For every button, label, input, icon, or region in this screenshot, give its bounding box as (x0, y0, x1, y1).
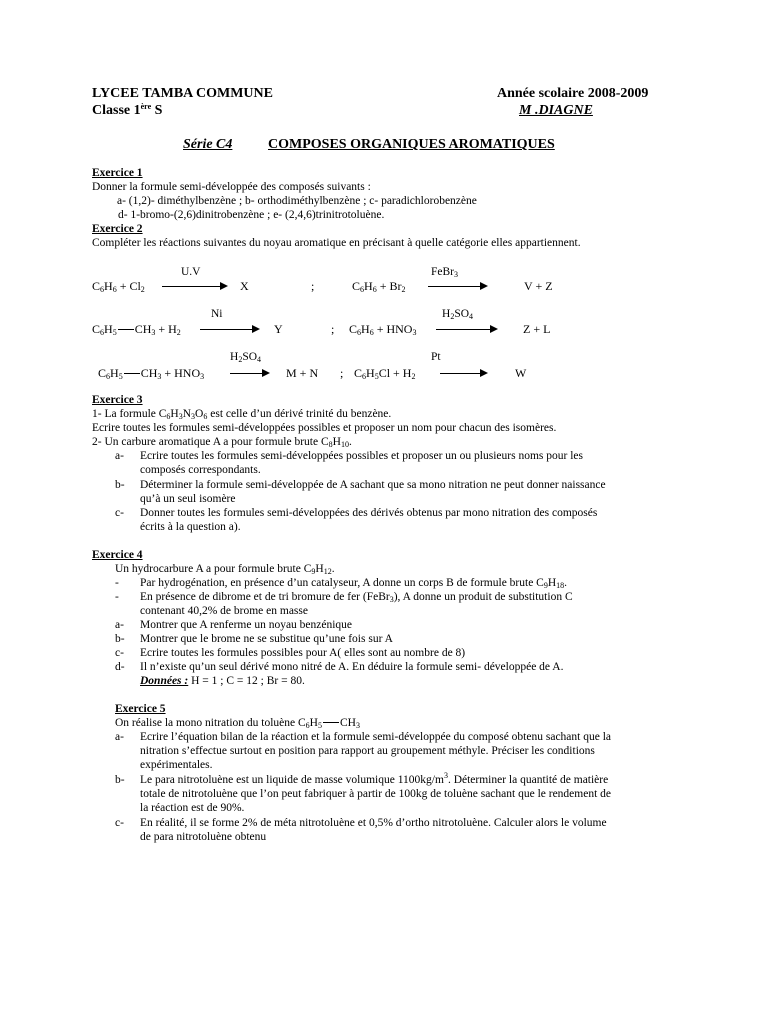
exercise-5-item-b-cont: totale de nitrotoluène que l’on peut fabriquer à partir de 100kg de toluène sachant que le rendement de (140, 788, 612, 800)
reaction-6-product: W (515, 366, 527, 380)
reaction-2-condition: FeBr$_3$ (431, 266, 458, 279)
series-label: Série C4 (183, 137, 233, 152)
exercise-4-data: Données : H = 1 ; C = 12 ; Br = 80. (140, 675, 305, 687)
reaction-3-product: Y (274, 322, 283, 336)
exercise-5-item-b: Le para nitrotoluène est un liquide de masse volumique $1100kg/m^3$. Déterminer la quantité de matière (140, 771, 609, 786)
item-label: b- (115, 633, 125, 645)
exercise-5-item-a-cont: nitration s’effectue surtout en position para rapport au groupement méthyle. Préciser les conditions (140, 745, 595, 757)
page-title: COMPOSES ORGANIQUES AROMATIQUES (268, 137, 555, 152)
exercise-3-item-b: Déterminer la formule semi-développée de A sachant que sa mono nitration ne peut donner naissance (140, 479, 606, 491)
exercise-4-dash-2: En présence de dibrome et de tri bromure de fer (FeBr$_3$), A donne un produit de substitution C (140, 591, 573, 604)
exercise-3-item-a-cont: composés correspondants. (140, 464, 261, 476)
reaction-1-reactants: $C_6H_6 + Cl_2$ (92, 279, 145, 294)
exercise-4-item-c: Ecrire toutes les formules possibles pour A( elles sont au nombre de 8) (140, 647, 466, 659)
item-label: d- (115, 661, 125, 673)
exercise-1-title: Exercice 1 (92, 167, 143, 179)
single-bond (118, 329, 134, 330)
reaction-6-reactants: $C_6H_5Cl + H_2$ (354, 366, 416, 381)
reaction-5-product: M + N (286, 366, 319, 380)
exercise-2-intro: Compléter les réactions suivantes du noyau aromatique en précisant à quelle catégorie elles appartiennent. (92, 237, 581, 249)
reaction-3-reactants: $C_6H_5$ $CH_3 + H_2$ (92, 322, 181, 337)
reaction-1-arrow (162, 286, 226, 287)
reaction-5-arrow (230, 373, 268, 374)
reaction-separator: ; (340, 366, 344, 380)
reaction-6-condition: Pt (431, 351, 441, 363)
reaction-4-product: Z + L (523, 322, 551, 336)
reaction-2-arrow (428, 286, 486, 287)
exercise-3-title: Exercice 3 (92, 394, 143, 406)
item-label: c- (115, 507, 124, 519)
reaction-1-condition: U.V (181, 266, 201, 278)
exercise-3-item-c-cont: écrits à la question a). (140, 521, 241, 533)
exercise-1-intro: Donner la formule semi-développée des composés suivants : (92, 181, 371, 193)
item-label: - (115, 577, 119, 589)
exercise-3-item-b-cont: qu’à un seul isomère (140, 493, 236, 505)
exercise-5-item-a-cont: expérimentales. (140, 759, 213, 771)
exercise-3-line-1: 1- La formule $C_6H_3N_3O_6$ est celle d’un dérivé trinité du benzène. (92, 408, 392, 421)
item-label: a- (115, 450, 124, 462)
exercise-3-line-3: 2- Un carbure aromatique A a pour formule brute $C_8H_{10}$. (92, 436, 352, 449)
exercise-1-line-d: d- 1-bromo-(2,6)dinitrobenzène ; e- (2,4,6)trinitrotoluène. (118, 209, 385, 221)
exercise-4-title: Exercice 4 (92, 549, 143, 561)
single-bond (124, 373, 140, 374)
exercise-3-line-2: Ecrire toutes les formules semi-développées possibles et proposer un nom pour chacun des isomères. (92, 422, 557, 434)
exercise-4-item-a: Montrer que A renferme un noyau benzénique (140, 619, 353, 631)
reaction-2-product: V + Z (524, 279, 553, 293)
reaction-3-arrow (200, 329, 258, 330)
reaction-6-arrow (440, 373, 486, 374)
exercise-5-item-c-cont: de para nitrotoluène obtenu (140, 831, 267, 843)
exercise-2-title: Exercice 2 (92, 223, 143, 235)
reaction-separator: ; (331, 322, 335, 336)
exercise-4-item-d: Il n’existe qu’un seul dérivé mono nitré de A. En déduire la formule semi- développée de A. (140, 661, 564, 673)
exercise-5-item-a: Ecrire l’équation bilan de la réaction et la formule semi-développée du composé obtenu sachant que la (140, 731, 611, 743)
item-label: b- (115, 774, 125, 786)
item-label: c- (115, 817, 124, 829)
exercise-3-item-a: Ecrire toutes les formules semi-développées possibles et proposer un ou plusieurs noms pour les (140, 450, 583, 462)
reaction-separator: ; (311, 279, 315, 293)
school-year: Année scolaire 2008-2009 (497, 86, 649, 101)
teacher-name: M .DIAGNE (519, 103, 593, 118)
exercise-1-line-a: a- (1,2)- diméthylbenzène ; b- orthodiméthylbenzène ; c- paradichlorobenzène (117, 195, 477, 207)
exercise-4-intro: Un hydrocarbure A a pour formule brute $C_9H_{12}$. (115, 563, 335, 576)
single-bond (323, 722, 339, 723)
reaction-5-condition: $H_2SO_4$ (230, 351, 262, 364)
exercise-5-intro: On réalise la mono nitration du toluène $C_6H_5$ $CH_3$ (115, 717, 360, 730)
class-label: Classe 1ère S (92, 102, 163, 118)
exercise-5-item-c: En réalité, il se forme 2% de méta nitrotoluène et 0,5% d’ortho nitrotoluène. Calculer alors le volume (140, 817, 607, 829)
exercise-4-dash-1: Par hydrogénation, en présence d’un catalyseur, A donne un corps B de formule brute $C_9H_{18}$. (140, 577, 568, 590)
exercise-3-item-c: Donner toutes les formules semi-développées des dérivés obtenus par mono nitration des composés (140, 507, 598, 519)
school-name: LYCEE TAMBA COMMUNE (92, 86, 273, 101)
reaction-2-reactants: $C_6H_6 + Br_2$ (352, 279, 406, 294)
item-label: b- (115, 479, 125, 491)
item-label: a- (115, 619, 124, 631)
item-label: a- (115, 731, 124, 743)
item-label: c- (115, 647, 124, 659)
exercise-4-item-b: Montrer que le brome ne se substitue qu’une fois sur A (140, 633, 393, 645)
reaction-4-reactants: $C_6H_6 + HNO_3$ (349, 322, 417, 337)
exercise-5-title: Exercice 5 (115, 703, 166, 715)
reaction-1-product: X (240, 279, 249, 293)
reaction-5-reactants: $C_6H_5$ $CH_3 + HNO_3$ (98, 366, 205, 381)
reaction-4-arrow (436, 329, 496, 330)
exercise-5-item-b-cont: la réaction est de 90%. (140, 802, 245, 814)
item-label: - (115, 591, 119, 603)
reaction-3-condition: Ni (211, 308, 223, 320)
reaction-4-condition: $H_2SO_4$ (442, 308, 474, 321)
exercise-4-dash-2-cont: contenant 40,2% de brome en masse (140, 605, 308, 617)
